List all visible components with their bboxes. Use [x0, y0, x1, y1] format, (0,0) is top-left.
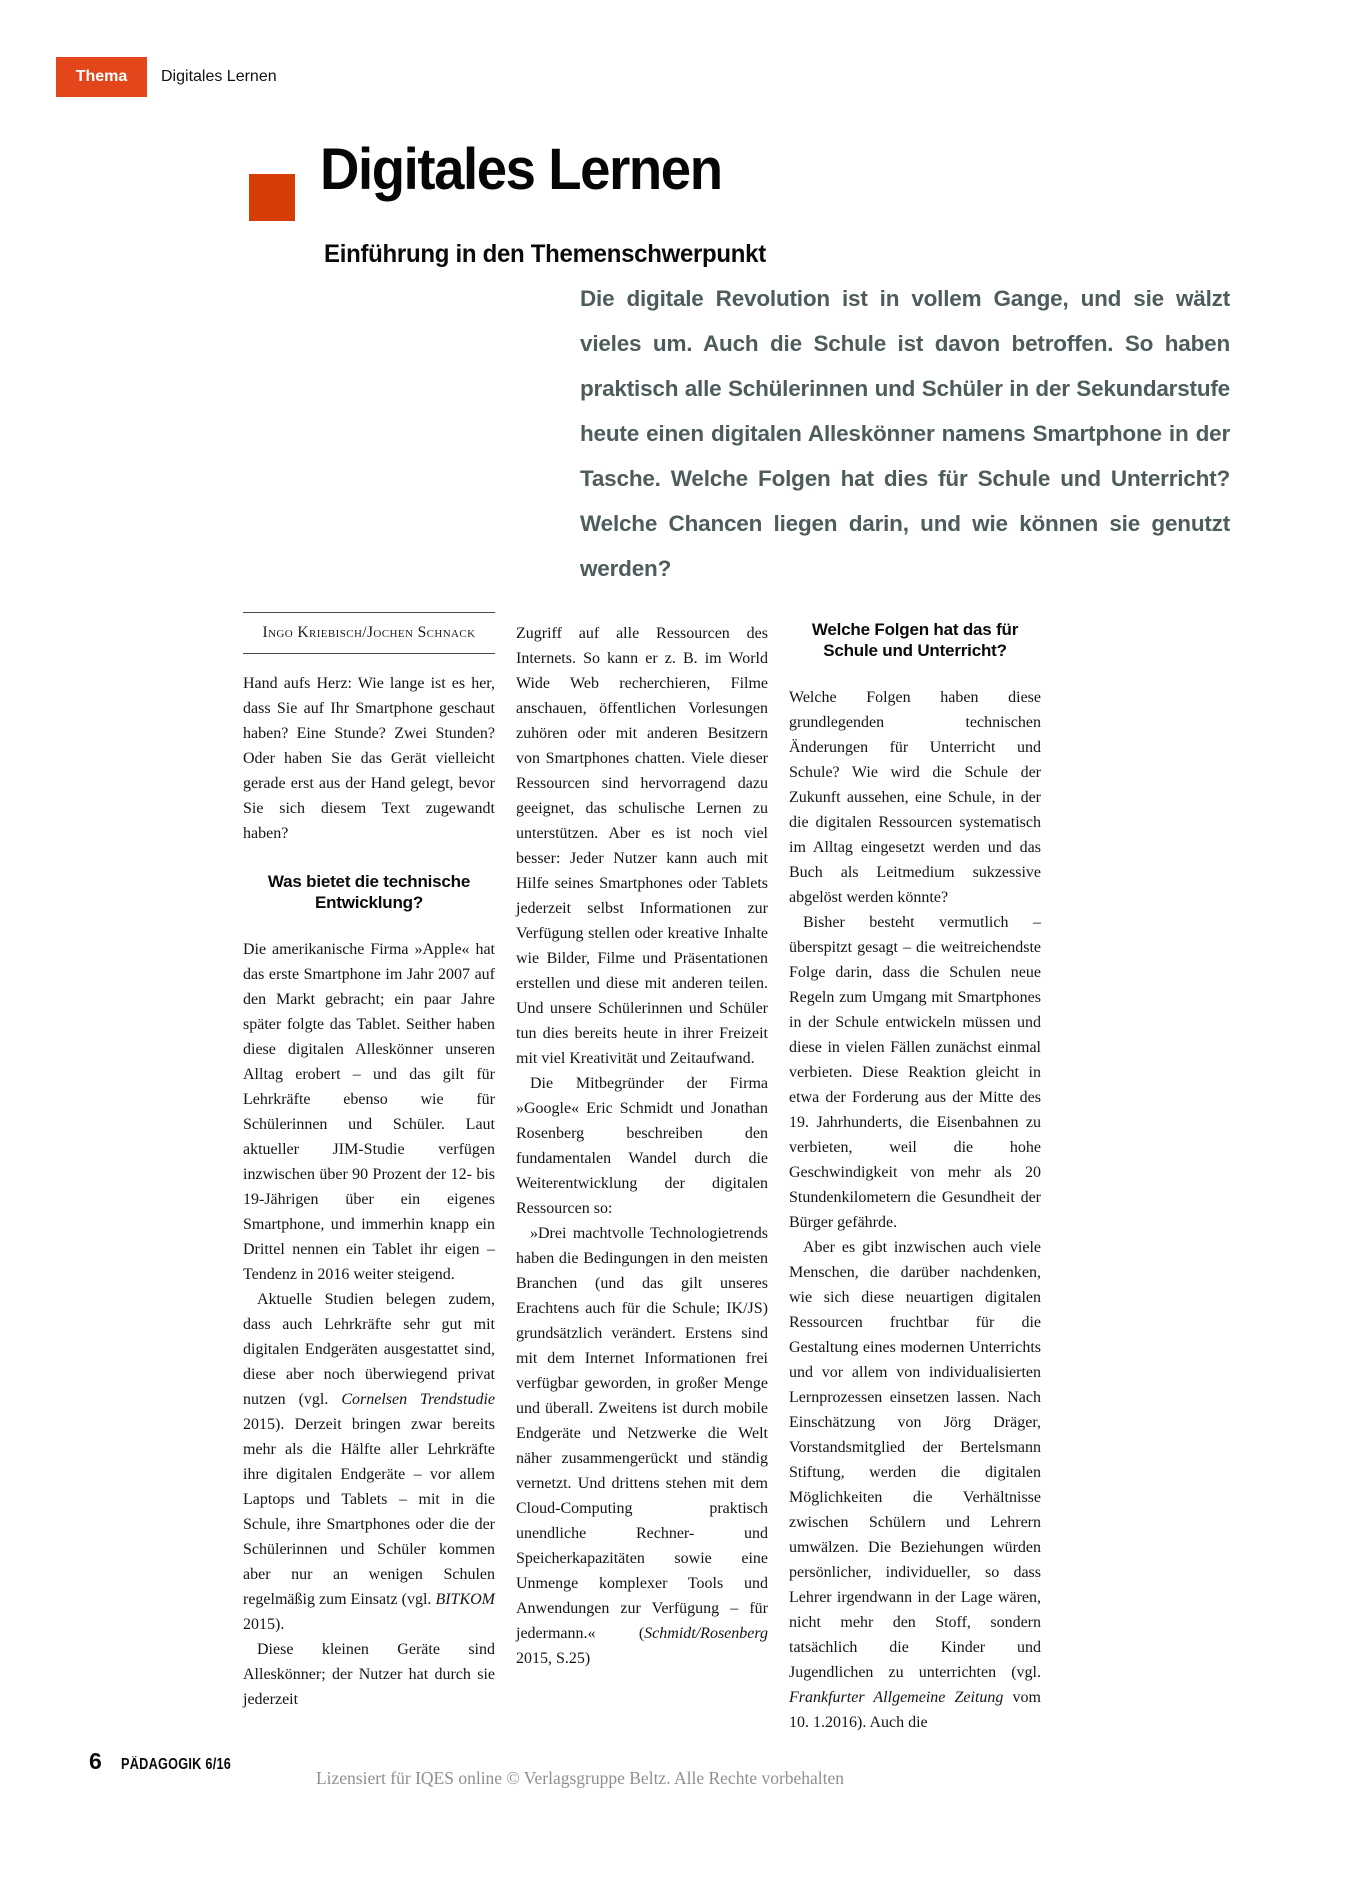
section-heading-folgen: Welche Folgen hat das für Schule und Unterricht?	[811, 620, 1019, 660]
paragraph	[243, 1287, 495, 1637]
paragraph: Bisher besteht vermutlich – überspitzt gesagt – die weitreichendste Folge darin, dass die Schulen neue Regeln zum Umgang mit Smartphones in der Schule entwickeln müssen und diese in vielen Fällen zunächst einmal verbieten. Diese Reaktion gleicht in etwa der Forderung aus der Mitte des 19. Jahrhunderts, die Eisenbahnen zu verbieten, weil die hohe Geschwindigkeit von mehr als 20 Stundenkilometern die Gesundheit der Bürger gefährde.	[789, 914, 1041, 1231]
title-bullet-square-icon	[249, 174, 295, 221]
citation-italic: BITKOM	[435, 1591, 495, 1608]
page-subtitle: Einführung in den Themenschwerpunkt	[324, 240, 766, 268]
column-3	[789, 612, 1041, 1735]
paragraph-text: Aktuelle Studien belegen zudem, dass auch Lehrkräfte sehr gut mit digitalen Endgeräten ausgestattet sind, diese aber noch überwiegend privat nutzen (vgl.	[243, 1291, 495, 1408]
thema-tab-label: Thema	[75, 68, 128, 85]
paragraph-text: »Drei machtvolle Technologietrends haben die Bedingungen in den meisten Branchen (und das gilt unseres Erachtens auch für die Schule; IK/JS) grundsätzlich verändert. Erstens sind mit dem Internet Informationen frei verfügbar geworden, in großer Menge und überall. Zweitens ist durch mobile Endgeräte und Netzwerke die Welt näher zusammengerückt und ständig vernetzt. Und drittens stehen mit dem Cloud-Computing praktisch unendliche Rechner- und Speicherkapazitäten sowie eine Unmenge komplexer Tools und Anwendungen zur Verfügung – für jedermann.« (	[516, 1225, 768, 1642]
paragraph	[789, 1235, 1041, 1735]
citation-italic: Frankfurter Allgemeine Zeitung	[789, 1689, 1004, 1706]
paragraph: Welche Folgen haben diese grundlegenden technischen Änderungen für Unterricht und Schule? Wie wird die Schule der Zukunft aussehen, eine Schule, in der die digitalen Ressourcen systematisch im Alltag eingesetzt werden und das Buch als Leitmedium sukzessive abgelöst werden könnte?	[789, 689, 1041, 906]
column-1	[243, 612, 495, 1735]
section-heading-technische-entwicklung: Was bietet die technische Entwicklung?	[267, 872, 471, 912]
column-2	[516, 612, 768, 1735]
citation-italic: Cornelsen Trendstudie	[341, 1391, 495, 1408]
column-spacer	[516, 612, 768, 621]
paragraph: Zugriff auf alle Ressourcen des Internets. So kann er z. B. im World Wide Web recherchieren, Filme anschauen, öffentlichen Vorlesungen zuhören oder mit anderen Besitzern von Smartphones chatten. Viele dieser Ressourcen sind hervorragend dazu geeignet, das schulische Lernen zu unterstützen. Aber es ist noch viel besser: Jeder Nutzer kann auch mit Hilfe seines Smartphones oder Tablets jederzeit selbst Informationen zur Verfügung stellen oder kreative Inhalte wie Bilder, Filme und Präsentationen erstellen und diese mit anderen teilen. Und unsere Schülerinnen und Schüler tun dies bereits heute in ihrer Freizeit mit viel Kreativität und Zeitaufwand.	[516, 625, 768, 1067]
paragraph-text: 2015).	[243, 1616, 285, 1633]
paragraph-text: 2015, S.25)	[516, 1650, 591, 1667]
paragraph: Hand aufs Herz: Wie lange ist es her, dass Sie auf Ihr Smartphone geschaut haben? Eine Stunde? Zwei Stunden? Oder haben Sie das Gerät vielleicht gerade erst aus der Hand gelegt, bevor Sie sich diesem Text zugewandt haben?	[243, 675, 495, 842]
paragraph-text: vom 10. 1.2016). Auch die	[789, 1689, 1041, 1731]
citation-italic: Schmidt/Rosenberg	[644, 1625, 768, 1642]
thema-tab	[56, 57, 147, 97]
paragraph	[516, 1221, 768, 1671]
paragraph: Die amerikanische Firma »Apple« hat das erste Smartphone im Jahr 2007 auf den Markt gebracht; ein paar Jahre später folgte das Tablet. Seither haben diese digitalen Alleskönner unseren Alltag erobert – und das gilt für Lehrkräfte ebenso wie für Schülerinnen und Schüler. Laut aktueller JIM-Studie verfügen inzwischen über 90 Prozent der 12- bis 19-Jährigen über ein eigenes Smartphone, und immerhin knapp ein Drittel nennen ein Tablet ihr eigen – Tendenz in 2016 weiter steigend.	[243, 941, 495, 1283]
byline: Ingo Kriebisch/Jochen Schnack	[243, 612, 495, 654]
paragraph: Die Mitbegründer der Firma »Google« Eric Schmidt und Jonathan Rosenberg beschreiben den fundamentalen Wandel durch die Weiterentwicklung der digitalen Ressourcen so:	[516, 1075, 768, 1217]
teaser-paragraph: Die digitale Revolution ist in vollem Gange, und sie wälzt vieles um. Auch die Schule ist davon betroffen. So haben praktisch alle Schülerinnen und Schüler in der Sekundarstufe heute einen digitalen Alleskönner namens Smartphone in der Tasche. Welche Folgen hat dies für Schule und Unterricht? Welche Chancen liegen darin, und wie können sie genutzt werden?	[580, 286, 1230, 581]
article-body	[243, 612, 1042, 1735]
running-head: Digitales Lernen	[161, 68, 277, 85]
license-line: Lizensiert für IQES online © Verlagsgruppe Beltz. Alle Rechte vorbehalten	[315, 1768, 845, 1788]
page-title: Digitales Lernen	[320, 137, 722, 202]
paragraph-text: Aber es gibt inzwischen auch viele Menschen, die darüber nachdenken, wie sich diese neuartigen digitalen Ressourcen fruchtbar für die Gestaltung eines modernen Unterrichts und vor allem von individualisierten Lernprozessen einsetzen lassen. Nach Einschätzung von Jörg Dräger, Vorstandsmitglied der Bertelsmann Stiftung, werden die digitalen Möglichkeiten die Verhältnisse zwischen Schülern und Lehrern umwälzen. Die Beziehungen würden persönlicher, individueller, so dass Lehrer irgendwann in der Lage wären, nicht mehr den Stoff, sondern tatsächlich die Kinder und Jugendlichen zu unterrichten (vgl.	[789, 1239, 1041, 1681]
journal-name: PÄDAGOGIK 6/16	[121, 1756, 232, 1773]
page-number: 6	[89, 1748, 102, 1774]
paragraph: Diese kleinen Geräte sind Alleskönner; der Nutzer hat durch sie jederzeit	[243, 1641, 495, 1708]
paragraph-text: 2015). Derzeit bringen zwar bereits mehr als die Hälfte aller Lehrkräfte ihre digitalen Endgeräte – vor allem Laptops und Tablets – mit in die Schule, ihre Smartphones oder die der Schülerinnen und Schüler kommen aber nur an wenigen Schulen regelmäßig zum Einsatz (vgl.	[243, 1416, 495, 1608]
